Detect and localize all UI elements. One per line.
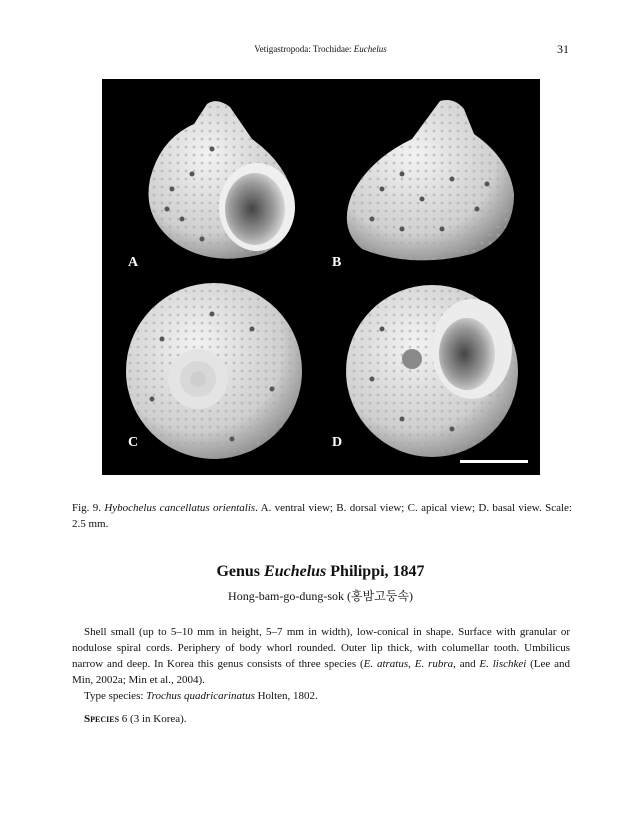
type-species-paragraph xyxy=(72,688,570,704)
running-head xyxy=(0,44,641,54)
species-name-3: E. lischkei xyxy=(479,658,527,670)
caption-text: . A. ventral view; B. dorsal view; C. apical view; D. basal view. Scale: 2.5 mm. xyxy=(72,502,572,530)
species-name-2: E. rubra xyxy=(414,658,454,670)
genus-description xyxy=(72,624,570,704)
genus-korean-name: Hong-bam-go-dung-sok (홍밤고둥속) xyxy=(228,589,413,603)
shell-view-c xyxy=(126,283,302,459)
description-text-1: Shell small (up to 5–10 mm in height, 5–7 mm in width), low-conical in shape. Surface with granular or nodulose spiral cords. Periphery of body whorl rounded. Outer lip thick, with columellar tooth. Umbilicus narrow and deep. In Korea this genus consists of three species ( xyxy=(72,626,570,670)
separator-2: , and xyxy=(453,658,480,670)
caption-species: Hybochelus cancellatus orientalis xyxy=(104,502,256,514)
shell-view-a xyxy=(149,101,295,259)
shell-photographs xyxy=(102,79,540,475)
caption-prefix: Fig. 9. xyxy=(72,502,101,514)
figure-caption xyxy=(72,500,572,532)
separator-1: , xyxy=(408,658,415,670)
panel-label-a: A xyxy=(128,255,139,270)
genus-authority: Philippi, 1847 xyxy=(330,563,425,580)
genus-heading xyxy=(0,563,641,581)
panel-label-d: D xyxy=(332,435,343,450)
running-head-prefix: Vetigastropoda: Trochidae: xyxy=(254,44,354,54)
species-name-1: E. atratus xyxy=(363,658,409,670)
type-species-label: Type species: xyxy=(84,690,147,702)
panel-label-c: C xyxy=(128,435,139,450)
figure-plate xyxy=(102,79,540,475)
page-number: 31 xyxy=(557,42,569,56)
species-count xyxy=(84,713,187,725)
shell-view-b xyxy=(347,100,514,260)
genus-label: Genus xyxy=(216,563,261,580)
genus-name: Euchelus xyxy=(264,563,327,580)
description-paragraph xyxy=(72,624,570,688)
shell-view-d xyxy=(346,285,518,457)
panel-label-b: B xyxy=(332,255,342,270)
running-head-genus: Euchelus xyxy=(353,44,387,54)
species-count-text: 6 (3 in Korea). xyxy=(119,713,187,725)
type-species-authority: Holten, 1802. xyxy=(254,690,318,702)
type-species-name: Trochus quadricarinatus xyxy=(146,690,255,702)
description-text-2: (Lee and Min, 2002a; Min et al., 2004). xyxy=(72,658,571,686)
species-label: Species xyxy=(84,713,120,725)
scale-bar xyxy=(460,460,528,463)
